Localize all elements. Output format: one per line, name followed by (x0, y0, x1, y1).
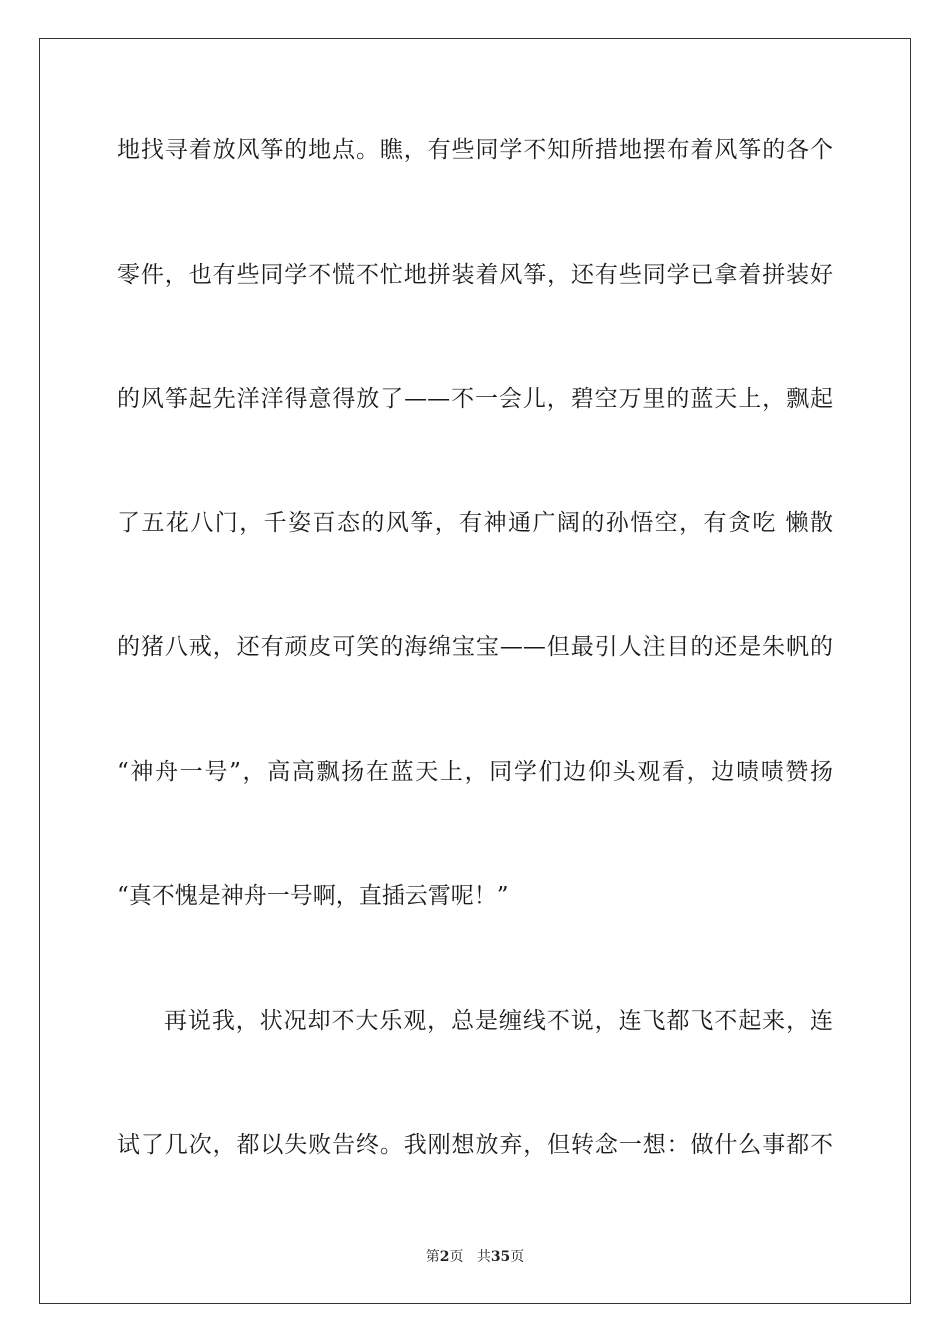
text-line-7: “真不愧是神舟一号啊，直插云霄呢！” (117, 883, 509, 909)
text-line-2: 零件，也有些同学不慌不忙地拼装着风筝，还有些同学已拿着拼装好 (117, 262, 833, 288)
page-label-prefix: 第 (425, 1249, 440, 1265)
page-border (39, 38, 911, 1304)
text-line-5: 的猪八戒，还有顽皮可笑的海绵宝宝——但最引人注目的还是朱帆的 (117, 634, 833, 660)
text-line-3: 的风筝起先洋洋得意得放了——不一会儿，碧空万里的蓝天上，飘起 (117, 386, 833, 412)
page-number: 2 (439, 1249, 450, 1265)
text-line-9: 试了几次，都以失败告终。我刚想放弃，但转念一想：做什么事都不 (117, 1132, 833, 1158)
text-line-6: “神舟一号”，高高飘扬在蓝天上，同学们边仰头观看，边啧啧赞扬 (117, 759, 833, 785)
total-pages: 35 (490, 1249, 511, 1265)
page-footer (0, 1248, 950, 1266)
total-label-prefix: 共 (476, 1249, 491, 1265)
text-line-8-paragraph-start: 再说我，状况却不大乐观，总是缠线不说，连飞都飞不起来，连 (164, 1008, 833, 1034)
total-label-suffix: 页 (510, 1249, 525, 1265)
text-line-1: 地找寻着放风筝的地点。瞧，有些同学不知所措地摆布着风筝的各个 (117, 137, 833, 163)
page-label-suffix: 页 (449, 1249, 464, 1265)
text-line-4: 了五花八门，千姿百态的风筝，有神通广阔的孙悟空，有贪吃 懒散 (117, 510, 833, 536)
